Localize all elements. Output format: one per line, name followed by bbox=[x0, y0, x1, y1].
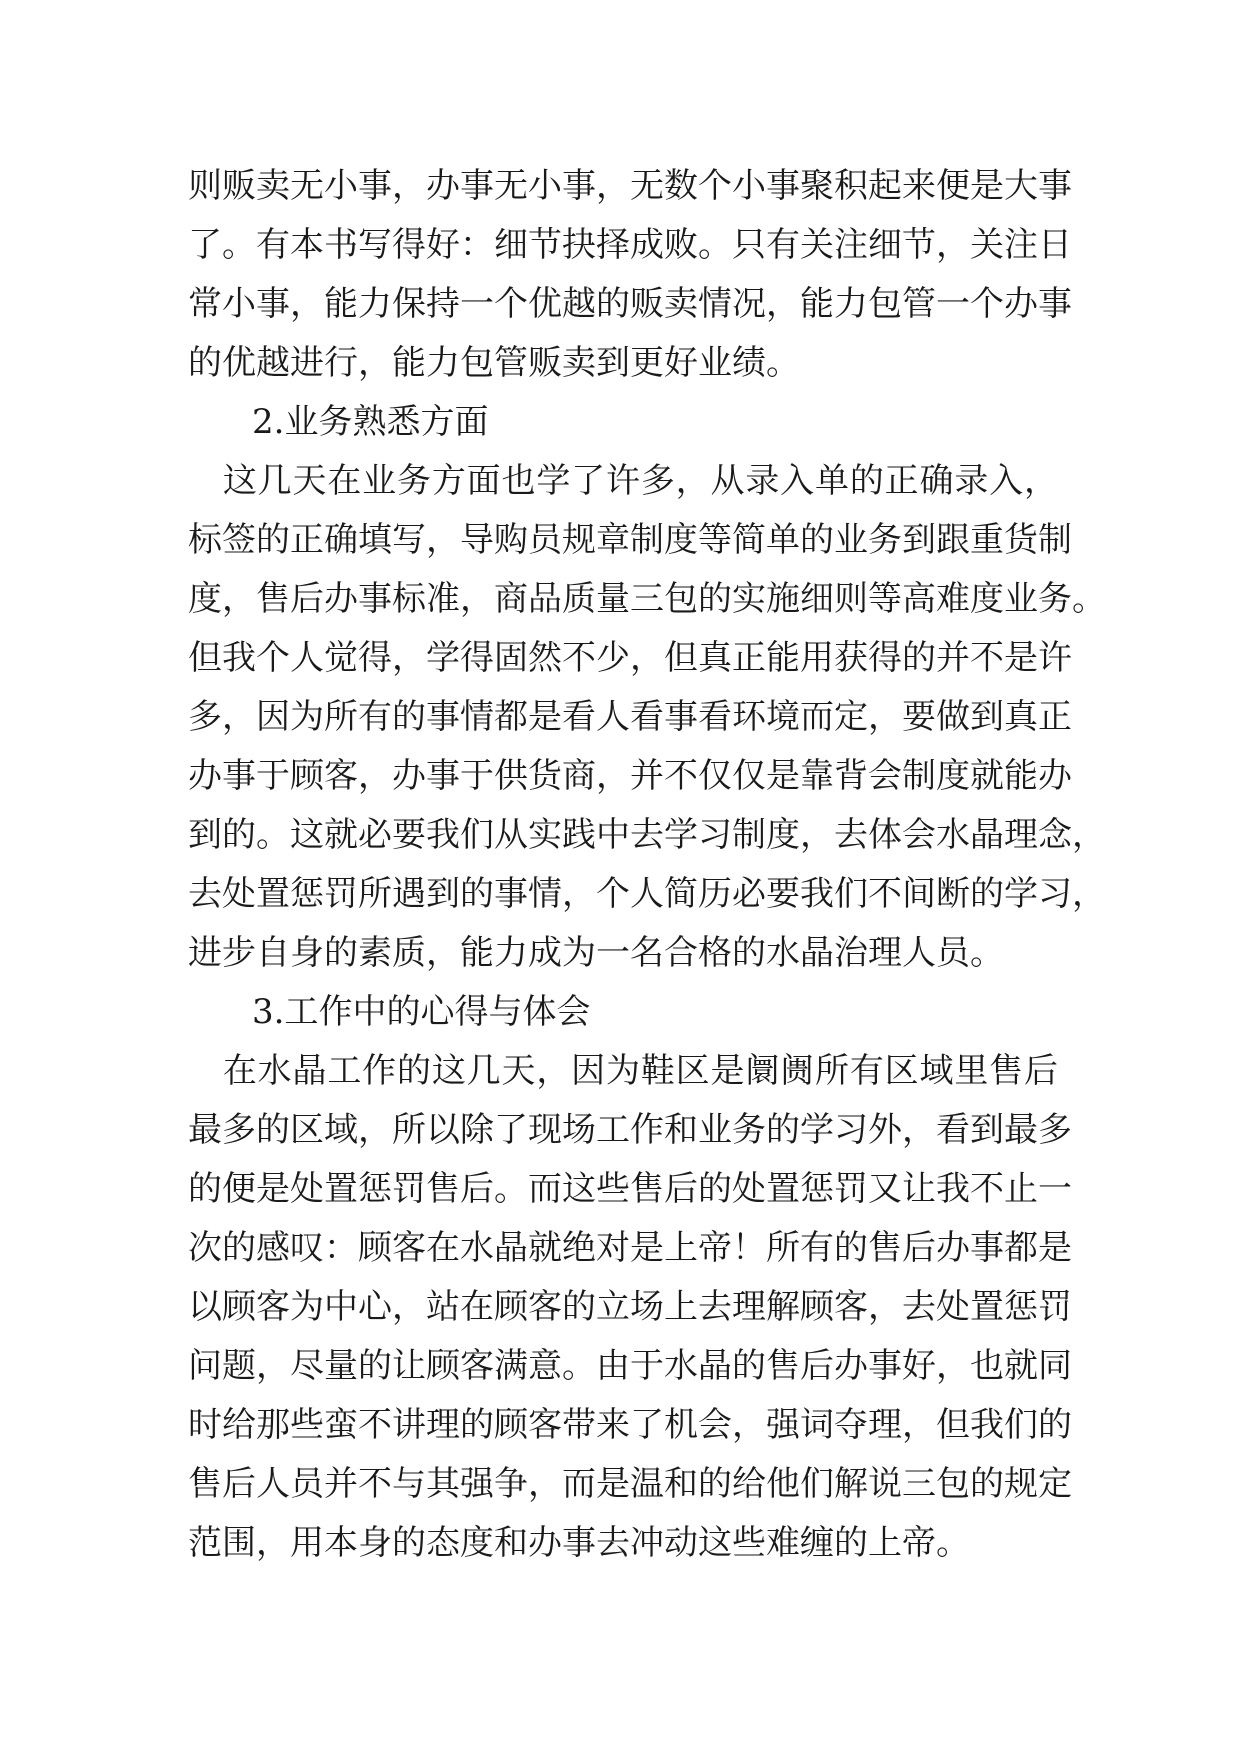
paragraph-line: 次的感叹：顾客在水晶就绝对是上帝！所有的售后办事都是 bbox=[188, 1228, 1072, 1268]
paragraph-line: 的便是处置惩罚售后。而这些售后的处置惩罚又让我不止一 bbox=[188, 1169, 1072, 1209]
paragraph-line: 标签的正确填写，导购员规章制度等简单的业务到跟重货制 bbox=[188, 520, 1072, 560]
paragraph-line: 问题，尽量的让顾客满意。由于水晶的售后办事好，也就同 bbox=[188, 1346, 1072, 1386]
paragraph-line: 则贩卖无小事，办事无小事，无数个小事聚积起来便是大事 bbox=[188, 166, 1072, 206]
paragraph-line: 度，售后办事标准，商品质量三包的实施细则等高难度业务。 bbox=[188, 579, 1106, 619]
paragraph-line: 去处置惩罚所遇到的事情，个人简历必要我们不间断的学习， bbox=[188, 874, 1106, 914]
paragraph-line: 多，因为所有的事情都是看人看事看环境而定，要做到真正 bbox=[188, 697, 1072, 737]
document-body bbox=[188, 157, 1106, 1573]
paragraph-line: 以顾客为中心，站在顾客的立场上去理解顾客，去处置惩罚 bbox=[188, 1287, 1072, 1327]
paragraph-line: 最多的区域，所以除了现场工作和业务的学习外，看到最多 bbox=[188, 1110, 1072, 1150]
paragraph-line: 常小事，能力保持一个优越的贩卖情况，能力包管一个办事 bbox=[188, 284, 1072, 324]
paragraph-line: 进步自身的素质，能力成为一名合格的水晶治理人员。 bbox=[188, 933, 1004, 973]
paragraph-line: 范围，用本身的态度和办事去冲动这些难缠的上帝。 bbox=[188, 1523, 970, 1563]
paragraph-line: 了。有本书写得好：细节抉择成败。只有关注细节，关注日 bbox=[188, 225, 1072, 265]
paragraph-line: 的优越进行，能力包管贩卖到更好业绩。 bbox=[188, 343, 800, 383]
paragraph-line: 但我个人觉得，学得固然不少，但真正能用获得的并不是许 bbox=[188, 638, 1072, 678]
section-heading-3: 3.工作中的心得与体会 bbox=[252, 992, 591, 1032]
paragraph-line: 在水晶工作的这几天，因为鞋区是阛阓所有区域里售后 bbox=[188, 1051, 1058, 1091]
section-heading-2: 2.业务熟悉方面 bbox=[252, 402, 489, 442]
paragraph-line: 办事于顾客，办事于供货商，并不仅仅是靠背会制度就能办 bbox=[188, 756, 1072, 796]
paragraph-line: 到的。这就必要我们从实践中去学习制度，去体会水晶理念， bbox=[188, 815, 1106, 855]
paragraph-line: 这几天在业务方面也学了许多，从录入单的正确录入， bbox=[188, 461, 1058, 501]
paragraph-line: 时给那些蛮不讲理的顾客带来了机会，强词夺理，但我们的 bbox=[188, 1405, 1072, 1445]
paragraph-line: 售后人员并不与其强争，而是温和的给他们解说三包的规定 bbox=[188, 1464, 1072, 1504]
